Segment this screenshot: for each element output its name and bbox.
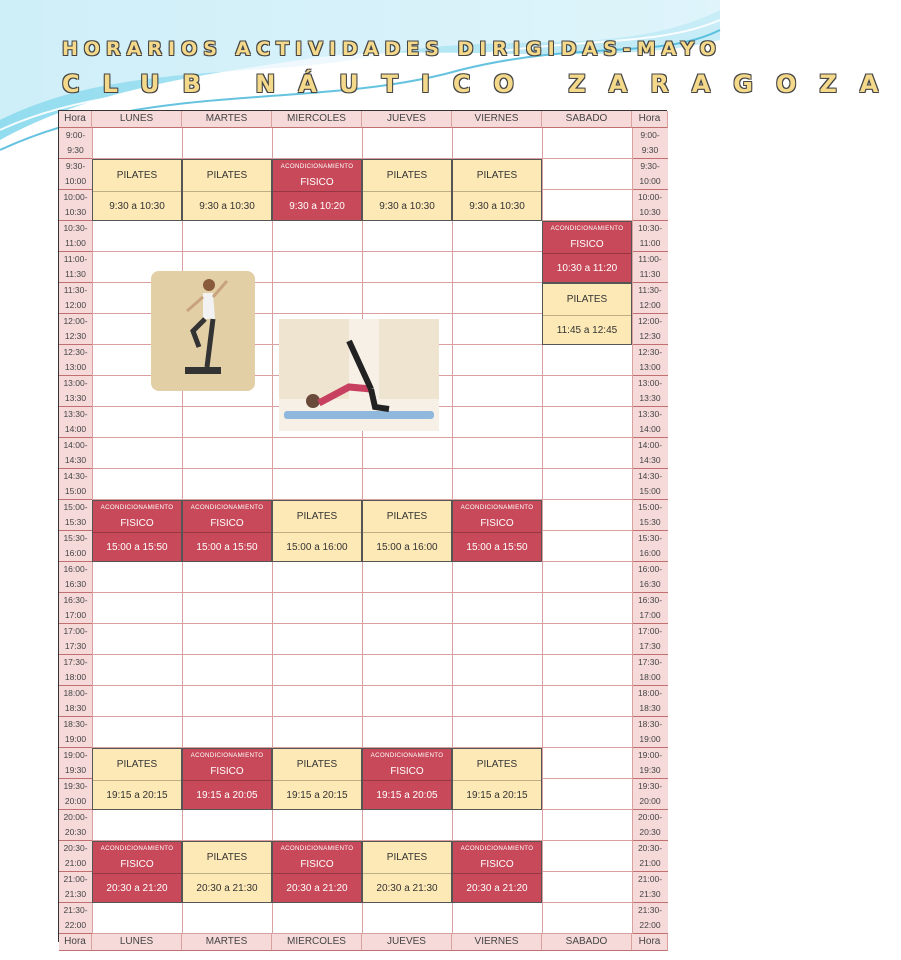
activity-divider <box>363 873 451 874</box>
time-slot-start: 21:30- <box>637 905 663 915</box>
activity-pilates[interactable] <box>182 841 272 903</box>
activity-time: 9:30 a 10:30 <box>469 201 525 212</box>
activity-divider <box>93 191 181 192</box>
time-slot-left <box>59 469 92 500</box>
time-slot-end: 11:00 <box>639 238 661 248</box>
activity-name: FISICO <box>570 239 604 250</box>
activity-pilates[interactable] <box>452 748 542 810</box>
activity-name: FISICO <box>300 177 334 188</box>
time-slot-end: 20:30 <box>64 827 87 837</box>
time-slot-right <box>632 810 668 841</box>
activity-pilates[interactable] <box>362 159 452 221</box>
time-slot-start: 18:00- <box>63 688 88 698</box>
header-day-miercoles: MIERCOLES <box>272 111 362 128</box>
activity-pilates[interactable] <box>92 159 182 221</box>
time-slot-start: 12:00- <box>637 316 663 326</box>
activity-time: 19:15 a 20:15 <box>466 790 528 801</box>
activity-pilates[interactable] <box>362 841 452 903</box>
header-hora-label-right: Hora <box>632 111 668 128</box>
photo-step-aerobics <box>151 271 255 391</box>
activity-divider <box>183 780 271 781</box>
time-slot-right <box>632 221 668 252</box>
activity-pilates[interactable] <box>272 748 362 810</box>
time-slot-start: 14:30- <box>63 471 88 481</box>
time-slot-end: 17:00 <box>639 610 661 620</box>
time-slot-start: 20:30- <box>637 843 663 853</box>
time-slot-left <box>59 748 92 779</box>
time-slot-start: 18:30- <box>63 719 88 729</box>
time-slot-start: 9:30- <box>640 161 660 171</box>
footer-day-viernes: VIERNES <box>452 934 542 951</box>
activity-name: PILATES <box>386 170 428 181</box>
time-slot-end: 10:30 <box>64 207 87 217</box>
time-slot-start: 11:30- <box>638 285 662 295</box>
time-slot-end: 21:00 <box>64 858 87 868</box>
activity-acondicionamiento-fisico[interactable] <box>362 748 452 810</box>
activity-divider <box>543 253 631 254</box>
time-slot-end: 20:30 <box>639 827 661 837</box>
time-slot-left <box>59 345 92 376</box>
time-slot-start: 16:30- <box>63 595 88 605</box>
time-slot-end: 12:30 <box>639 331 661 341</box>
time-slot-end: 10:00 <box>64 176 87 186</box>
time-slot-right <box>632 159 668 190</box>
activity-pilates[interactable] <box>362 500 452 562</box>
activity-time: 20:30 a 21:20 <box>106 883 168 894</box>
time-slot-end: 19:30 <box>639 765 661 775</box>
time-slot-end: 20:00 <box>639 796 661 806</box>
time-slot-left <box>59 841 92 872</box>
activity-acondicionamiento-fisico[interactable] <box>452 841 542 903</box>
time-slot-right <box>632 903 668 934</box>
activity-name-top: ACONDICIONAMIENTO <box>100 504 174 511</box>
activity-divider <box>273 873 361 874</box>
activity-name: PILATES <box>296 511 338 522</box>
header-day-sabado: SABADO <box>542 111 632 128</box>
activity-name: PILATES <box>296 759 338 770</box>
activity-pilates[interactable] <box>452 159 542 221</box>
time-slot-right <box>632 128 668 159</box>
time-slot-end: 13:30 <box>639 393 661 403</box>
time-slot-start: 9:00- <box>640 130 660 140</box>
activity-time: 15:00 a 15:50 <box>466 542 528 553</box>
time-slot-end: 22:00 <box>639 920 661 930</box>
time-slot-start: 16:30- <box>637 595 663 605</box>
time-slot-end: 12:00 <box>639 300 661 310</box>
activity-divider <box>453 532 541 533</box>
activity-name: FISICO <box>120 859 154 870</box>
time-slot-start: 11:00- <box>638 254 662 264</box>
activity-time: 20:30 a 21:30 <box>376 883 438 894</box>
activity-pilates[interactable] <box>272 500 362 562</box>
time-slot-left <box>59 376 92 407</box>
activity-time: 19:15 a 20:05 <box>196 790 258 801</box>
time-slot-start: 12:00- <box>63 316 88 326</box>
time-slot-left <box>59 314 92 345</box>
time-slot-left <box>59 500 92 531</box>
activity-time: 19:15 a 20:15 <box>286 790 348 801</box>
footer-day-martes: MARTES <box>182 934 272 951</box>
grid-col-line <box>632 128 633 934</box>
header-day-viernes: VIERNES <box>452 111 542 128</box>
time-slot-start: 17:00- <box>63 626 88 636</box>
time-slot-end: 15:00 <box>64 486 87 496</box>
time-slot-start: 15:00- <box>637 502 663 512</box>
time-slot-right <box>632 531 668 562</box>
activity-time: 10:30 a 11:20 <box>556 263 618 274</box>
activity-acondicionamiento-fisico[interactable] <box>182 748 272 810</box>
activity-name-top: ACONDICIONAMIENTO <box>190 504 264 511</box>
time-slot-left <box>59 128 92 159</box>
time-slot-end: 15:00 <box>639 486 661 496</box>
activity-divider <box>93 532 181 533</box>
schedule-table <box>58 110 667 947</box>
time-slot-end: 18:30 <box>639 703 661 713</box>
activity-time: 15:00 a 15:50 <box>196 542 258 553</box>
time-slot-right <box>632 841 668 872</box>
time-slot-start: 21:00- <box>63 874 88 884</box>
time-slot-start: 16:00- <box>637 564 663 574</box>
activity-name-top: ACONDICIONAMIENTO <box>460 504 534 511</box>
time-slot-left <box>59 438 92 469</box>
activity-name-top: ACONDICIONAMIENTO <box>370 752 444 759</box>
time-slot-start: 19:30- <box>637 781 663 791</box>
time-slot-end: 19:00 <box>64 734 87 744</box>
time-slot-end: 18:30 <box>64 703 87 713</box>
time-slot-start: 13:00- <box>63 378 88 388</box>
activity-name: FISICO <box>210 518 244 529</box>
activity-time: 20:30 a 21:20 <box>286 883 348 894</box>
activity-divider <box>363 191 451 192</box>
photo-pilates-bridge <box>279 319 439 431</box>
time-slot-right <box>632 779 668 810</box>
activity-acondicionamiento-fisico[interactable] <box>452 500 542 562</box>
time-slot-end: 18:00 <box>64 672 87 682</box>
time-slot-start: 17:30- <box>63 657 88 667</box>
activity-name: PILATES <box>386 852 428 863</box>
time-slot-start: 20:00- <box>63 812 88 822</box>
time-slot-end: 13:30 <box>64 393 87 403</box>
activity-pilates[interactable] <box>182 159 272 221</box>
time-slot-left <box>59 221 92 252</box>
time-slot-right <box>632 655 668 686</box>
time-slot-right <box>632 624 668 655</box>
time-slot-right <box>632 686 668 717</box>
time-slot-left <box>59 562 92 593</box>
time-slot-left <box>59 872 92 903</box>
time-slot-left <box>59 190 92 221</box>
time-slot-start: 21:00- <box>637 874 663 884</box>
activity-name-top: ACONDICIONAMIENTO <box>280 845 354 852</box>
activity-time: 20:30 a 21:20 <box>466 883 528 894</box>
header-day-martes: MARTES <box>182 111 272 128</box>
time-slot-end: 19:00 <box>639 734 661 744</box>
time-slot-right <box>632 593 668 624</box>
time-slot-left <box>59 407 92 438</box>
time-slot-start: 14:00- <box>63 440 88 450</box>
time-slot-start: 11:30- <box>63 285 88 295</box>
footer-day-sabado: SABADO <box>542 934 632 951</box>
time-slot-start: 10:00- <box>637 192 663 202</box>
time-slot-right <box>632 748 668 779</box>
activity-time: 19:15 a 20:15 <box>106 790 168 801</box>
activity-time: 19:15 a 20:05 <box>376 790 438 801</box>
time-slot-start: 19:00- <box>637 750 663 760</box>
activity-name: PILATES <box>206 170 248 181</box>
time-slot-start: 9:30- <box>65 161 86 171</box>
time-slot-end: 11:00 <box>65 238 86 248</box>
activity-acondicionamiento-fisico[interactable] <box>182 500 272 562</box>
activity-divider <box>363 780 451 781</box>
activity-name: FISICO <box>300 859 334 870</box>
activity-name: PILATES <box>476 759 518 770</box>
time-slot-right <box>632 469 668 500</box>
time-slot-right <box>632 190 668 221</box>
time-slot-end: 11:30 <box>639 269 661 279</box>
time-slot-start: 20:00- <box>637 812 663 822</box>
time-slot-end: 14:30 <box>639 455 661 465</box>
time-slot-end: 9:30 <box>641 145 659 155</box>
activity-name: PILATES <box>566 294 608 305</box>
activity-name-top: ACONDICIONAMIENTO <box>190 752 264 759</box>
time-slot-right <box>632 562 668 593</box>
time-slot-left <box>59 159 92 190</box>
time-slot-end: 19:30 <box>64 765 87 775</box>
activity-divider <box>273 780 361 781</box>
time-slot-right <box>632 345 668 376</box>
activity-divider <box>183 191 271 192</box>
header-day-lunes: LUNES <box>92 111 182 128</box>
time-slot-start: 14:00- <box>637 440 663 450</box>
time-slot-start: 12:30- <box>637 347 663 357</box>
time-slot-start: 19:30- <box>63 781 88 791</box>
time-slot-end: 10:30 <box>639 207 661 217</box>
activity-name-top: ACONDICIONAMIENTO <box>280 163 354 170</box>
header-day-jueves: JUEVES <box>362 111 452 128</box>
time-slot-end: 18:00 <box>639 672 661 682</box>
activity-pilates[interactable] <box>92 748 182 810</box>
time-slot-start: 10:30- <box>637 223 663 233</box>
activity-divider <box>453 873 541 874</box>
activity-name: FISICO <box>480 859 514 870</box>
title-line-1: HORARIOS ACTIVIDADES DIRIGIDAS-MAYO <box>62 38 722 60</box>
time-slot-right <box>632 872 668 903</box>
time-slot-left <box>59 624 92 655</box>
time-slot-end: 21:00 <box>639 858 661 868</box>
time-slot-start: 13:30- <box>63 409 88 419</box>
time-slot-end: 16:00 <box>64 548 87 558</box>
activity-time: 9:30 a 10:30 <box>379 201 435 212</box>
time-slot-right <box>632 407 668 438</box>
time-slot-right <box>632 314 668 345</box>
activity-name: FISICO <box>480 518 514 529</box>
time-slot-end: 16:00 <box>639 548 661 558</box>
time-slot-start: 16:00- <box>63 564 88 574</box>
activity-acondicionamiento-fisico[interactable] <box>542 221 632 283</box>
title-line-2: CLUB NÁUTICO ZARAGOZA <box>62 70 901 98</box>
activity-divider <box>453 780 541 781</box>
time-slot-end: 20:00 <box>64 796 87 806</box>
activity-divider <box>93 780 181 781</box>
activity-name: FISICO <box>390 766 424 777</box>
time-slot-start: 15:30- <box>637 533 663 543</box>
time-slot-start: 17:30- <box>637 657 663 667</box>
time-slot-start: 18:00- <box>637 688 663 698</box>
activity-time: 15:00 a 15:50 <box>106 542 168 553</box>
time-slot-right <box>632 438 668 469</box>
time-slot-end: 13:00 <box>639 362 661 372</box>
time-slot-start: 17:00- <box>637 626 663 636</box>
activity-divider <box>453 191 541 192</box>
activity-time: 15:00 a 16:00 <box>376 542 438 553</box>
time-slot-left <box>59 717 92 748</box>
footer-hora-label: Hora <box>59 934 92 951</box>
activity-time: 15:00 a 16:00 <box>286 542 348 553</box>
time-slot-right <box>632 376 668 407</box>
activity-name: PILATES <box>116 759 158 770</box>
footer-hora-label-right: Hora <box>632 934 668 951</box>
activity-divider <box>273 191 361 192</box>
time-slot-left <box>59 779 92 810</box>
time-slot-start: 12:30- <box>63 347 88 357</box>
activity-acondicionamiento-fisico[interactable] <box>92 841 182 903</box>
time-slot-left <box>59 593 92 624</box>
time-slot-left <box>59 686 92 717</box>
activity-name-top: ACONDICIONAMIENTO <box>100 845 174 852</box>
activity-divider <box>183 532 271 533</box>
activity-name: FISICO <box>120 518 154 529</box>
time-slot-start: 21:30- <box>63 905 88 915</box>
activity-name: PILATES <box>476 170 518 181</box>
footer-day-miercoles: MIERCOLES <box>272 934 362 951</box>
time-slot-start: 11:00- <box>63 254 88 264</box>
time-slot-end: 12:00 <box>64 300 87 310</box>
time-slot-start: 15:00- <box>63 502 88 512</box>
time-slot-start: 13:00- <box>637 378 663 388</box>
time-slot-end: 21:30 <box>64 889 87 899</box>
time-slot-end: 21:30 <box>639 889 661 899</box>
time-slot-end: 16:30 <box>64 579 87 589</box>
time-slot-end: 10:00 <box>639 176 661 186</box>
time-slot-right <box>632 252 668 283</box>
activity-name: PILATES <box>386 511 428 522</box>
time-slot-left <box>59 252 92 283</box>
time-slot-right <box>632 283 668 314</box>
time-slot-end: 9:30 <box>67 145 84 155</box>
activity-name: FISICO <box>210 766 244 777</box>
time-slot-left <box>59 531 92 562</box>
time-slot-start: 18:30- <box>637 719 663 729</box>
activity-acondicionamiento-fisico[interactable] <box>272 159 362 221</box>
activity-time: 9:30 a 10:30 <box>199 201 255 212</box>
time-slot-start: 10:00- <box>63 192 88 202</box>
activity-name: PILATES <box>116 170 158 181</box>
time-slot-end: 14:00 <box>639 424 661 434</box>
time-slot-start: 19:00- <box>63 750 88 760</box>
footer-day-jueves: JUEVES <box>362 934 452 951</box>
time-slot-end: 14:30 <box>64 455 87 465</box>
activity-name-top: ACONDICIONAMIENTO <box>460 845 534 852</box>
time-slot-left <box>59 283 92 314</box>
activity-acondicionamiento-fisico[interactable] <box>92 500 182 562</box>
time-slot-end: 13:00 <box>64 362 87 372</box>
activity-divider <box>93 873 181 874</box>
time-slot-start: 10:30- <box>63 223 88 233</box>
time-slot-start: 9:00- <box>65 130 86 140</box>
time-slot-end: 17:00 <box>64 610 87 620</box>
time-slot-end: 15:30 <box>639 517 661 527</box>
footer-day-lunes: LUNES <box>92 934 182 951</box>
time-slot-start: 13:30- <box>637 409 663 419</box>
activity-time: 9:30 a 10:30 <box>109 201 165 212</box>
time-slot-end: 17:30 <box>64 641 87 651</box>
activity-pilates[interactable] <box>542 283 632 345</box>
header-hora-label: Hora <box>59 111 92 128</box>
time-slot-right <box>632 500 668 531</box>
time-slot-left <box>59 810 92 841</box>
activity-time: 20:30 a 21:30 <box>196 883 258 894</box>
activity-name-top: ACONDICIONAMIENTO <box>550 225 624 232</box>
activity-divider <box>363 532 451 533</box>
time-slot-end: 16:30 <box>639 579 661 589</box>
time-slot-end: 14:00 <box>64 424 87 434</box>
time-slot-start: 20:30- <box>63 843 88 853</box>
activity-divider <box>273 532 361 533</box>
schedule-page <box>58 34 901 947</box>
time-slot-left <box>59 655 92 686</box>
time-slot-end: 17:30 <box>639 641 661 651</box>
activity-divider <box>183 873 271 874</box>
activity-time: 11:45 a 12:45 <box>556 325 618 336</box>
activity-time: 9:30 a 10:20 <box>289 201 345 212</box>
time-slot-start: 15:30- <box>63 533 88 543</box>
time-slot-end: 11:30 <box>65 269 86 279</box>
time-slot-left <box>59 903 92 934</box>
activity-acondicionamiento-fisico[interactable] <box>272 841 362 903</box>
activity-divider <box>543 315 631 316</box>
time-slot-end: 15:30 <box>64 517 87 527</box>
time-slot-end: 22:00 <box>64 920 87 930</box>
time-slot-end: 12:30 <box>64 331 87 341</box>
activity-name: PILATES <box>206 852 248 863</box>
time-slot-start: 14:30- <box>637 471 663 481</box>
time-slot-right <box>632 717 668 748</box>
